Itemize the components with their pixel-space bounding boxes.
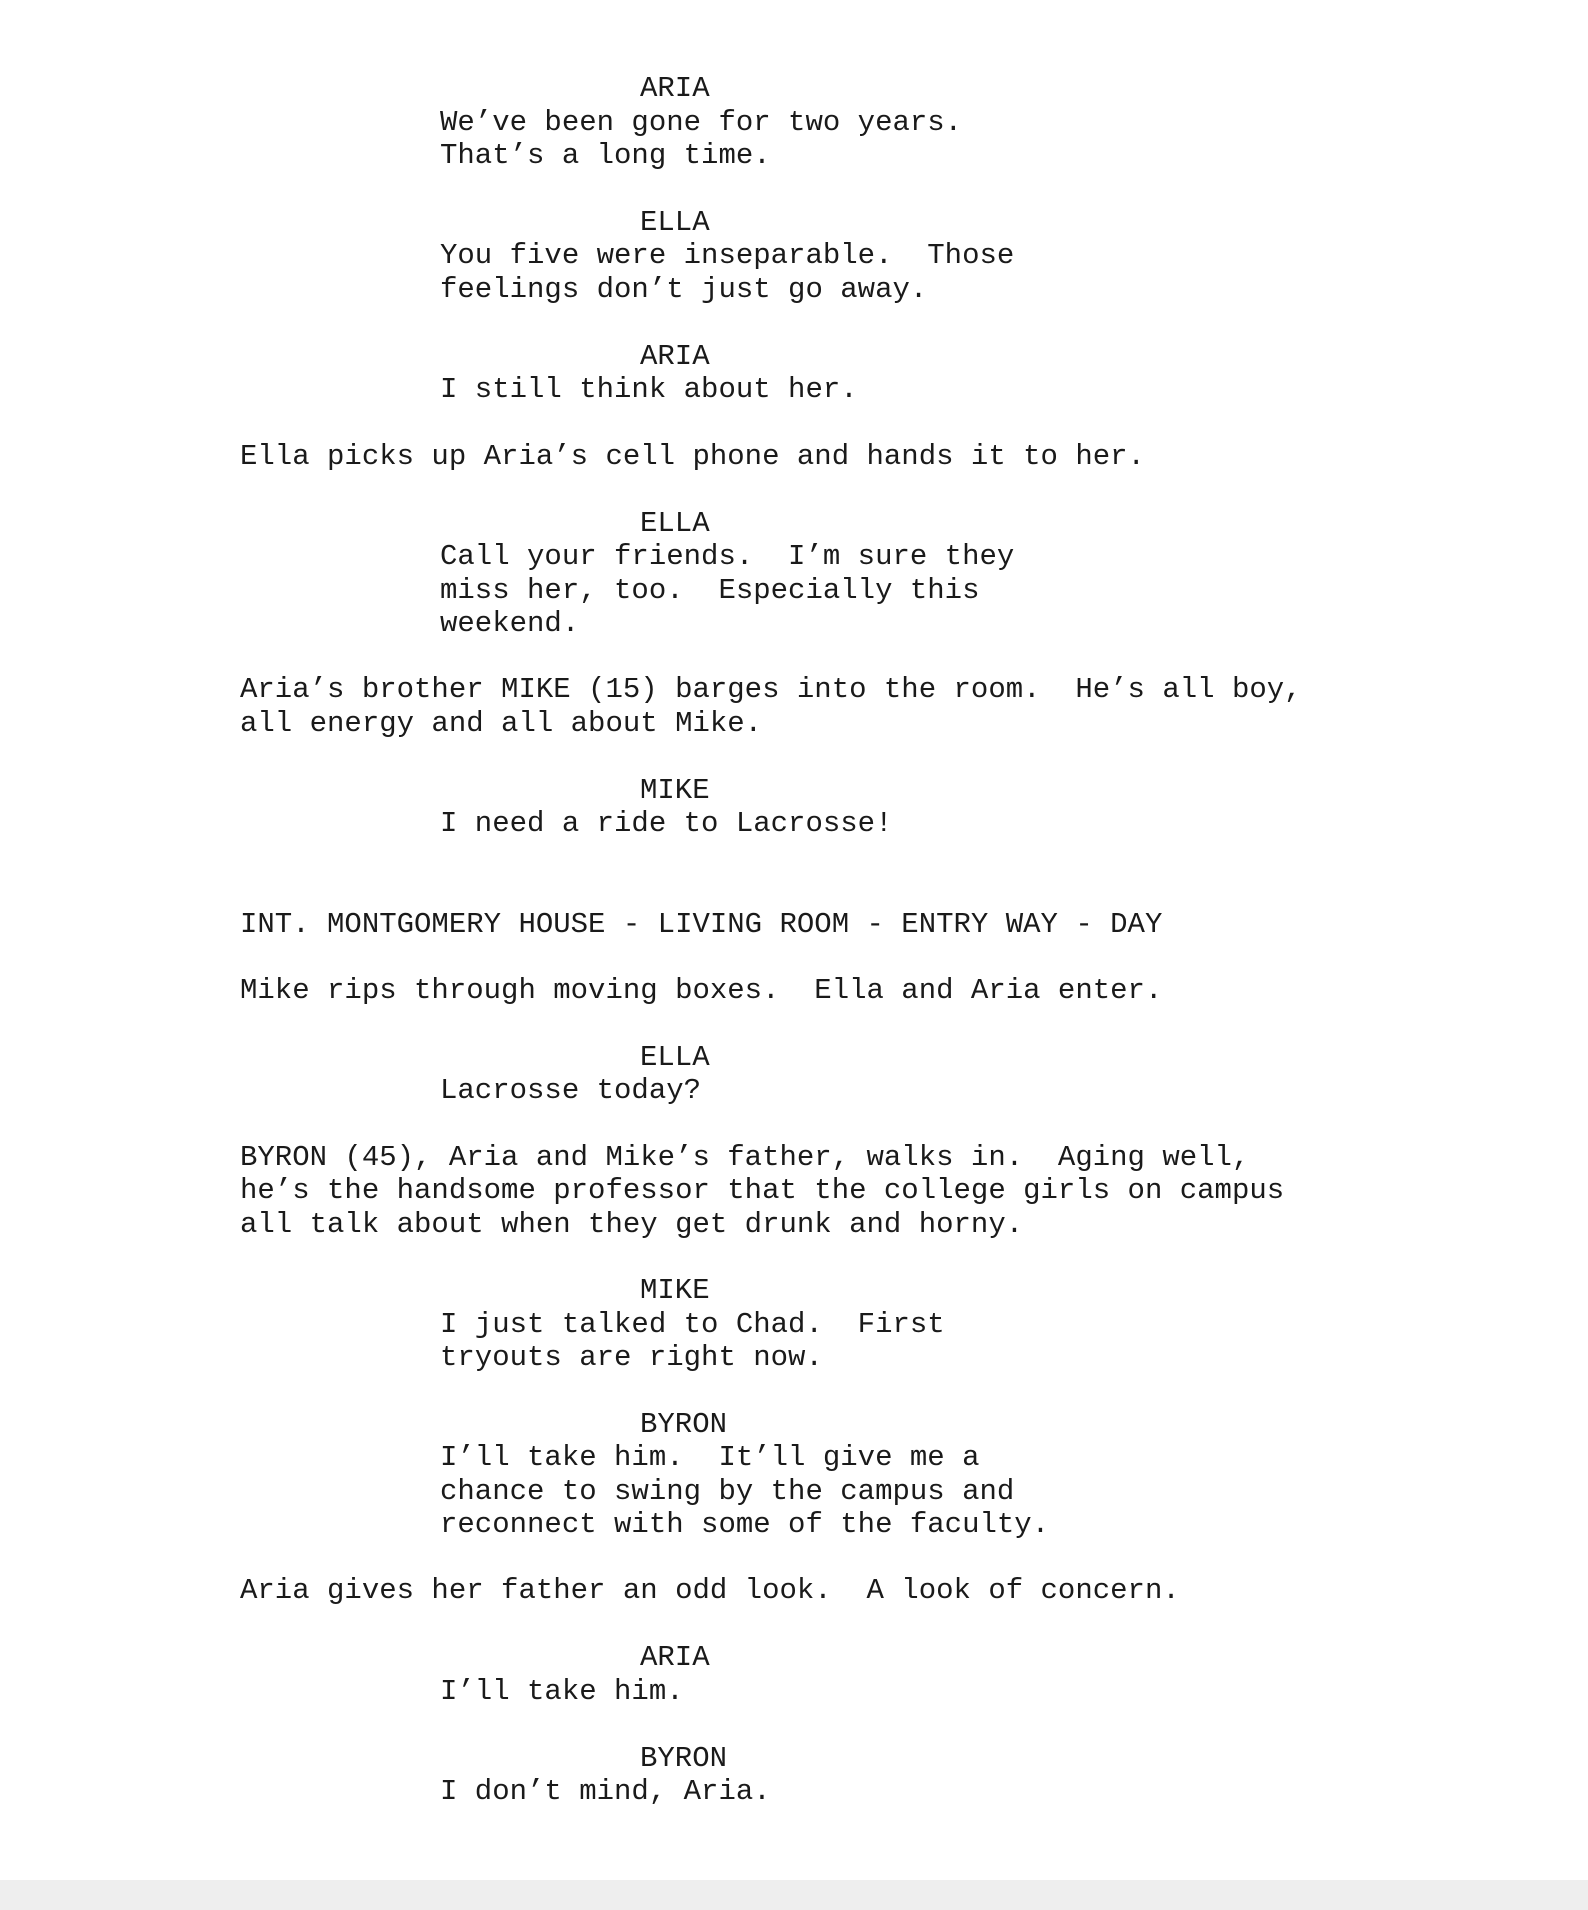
action-line: Ella picks up Aria’s cell phone and hands it to her. [240, 440, 1145, 473]
action-line: Aria’s brother MIKE (15) barges into the room. He’s all boy, [240, 673, 1302, 706]
action-line: Aria gives her father an odd look. A look of concern. [240, 1574, 1180, 1607]
dialogue-line: I’ll take him. It’ll give me a [440, 1441, 980, 1474]
dialogue-line: You five were inseparable. Those [440, 239, 1015, 272]
dialogue-line: I’ll take him. [440, 1675, 684, 1708]
dialogue-line: Call your friends. I’m sure they [440, 540, 1015, 573]
dialogue-line: We’ve been gone for two years. [440, 106, 963, 139]
dialogue-line: I still think about her. [440, 373, 858, 406]
character-name: MIKE [640, 1274, 710, 1307]
character-name: ARIA [640, 340, 710, 373]
dialogue-line: I need a ride to Lacrosse! [440, 807, 893, 840]
character-name: ELLA [640, 206, 710, 239]
character-name: ARIA [640, 72, 710, 105]
scene-heading: INT. MONTGOMERY HOUSE - LIVING ROOM - ENTRY WAY - DAY [240, 908, 1163, 941]
dialogue-line: tryouts are right now. [440, 1341, 823, 1374]
dialogue-line: weekend. [440, 607, 580, 640]
character-name: BYRON [640, 1408, 728, 1441]
page-bottom-edge [0, 1880, 1588, 1910]
action-line: all talk about when they get drunk and horny. [240, 1208, 1024, 1241]
dialogue-line: I don’t mind, Aria. [440, 1775, 771, 1808]
character-name: BYRON [640, 1742, 728, 1775]
dialogue-line: miss her, too. Especially this [440, 574, 980, 607]
character-name: ELLA [640, 507, 710, 540]
action-line: all energy and all about Mike. [240, 707, 763, 740]
dialogue-line: reconnect with some of the faculty. [440, 1508, 1050, 1541]
dialogue-line: That’s a long time. [440, 139, 771, 172]
dialogue-line: I just talked to Chad. First [440, 1308, 945, 1341]
dialogue-line: chance to swing by the campus and [440, 1475, 1015, 1508]
character-name: ARIA [640, 1641, 710, 1674]
action-line: he’s the handsome professor that the college girls on campus [240, 1174, 1285, 1207]
dialogue-line: feelings don’t just go away. [440, 273, 928, 306]
dialogue-line: Lacrosse today? [440, 1074, 702, 1107]
character-name: MIKE [640, 774, 710, 807]
action-line: BYRON (45), Aria and Mike’s father, walks in. Aging well, [240, 1141, 1250, 1174]
action-line: Mike rips through moving boxes. Ella and Aria enter. [240, 974, 1163, 1007]
character-name: ELLA [640, 1041, 710, 1074]
